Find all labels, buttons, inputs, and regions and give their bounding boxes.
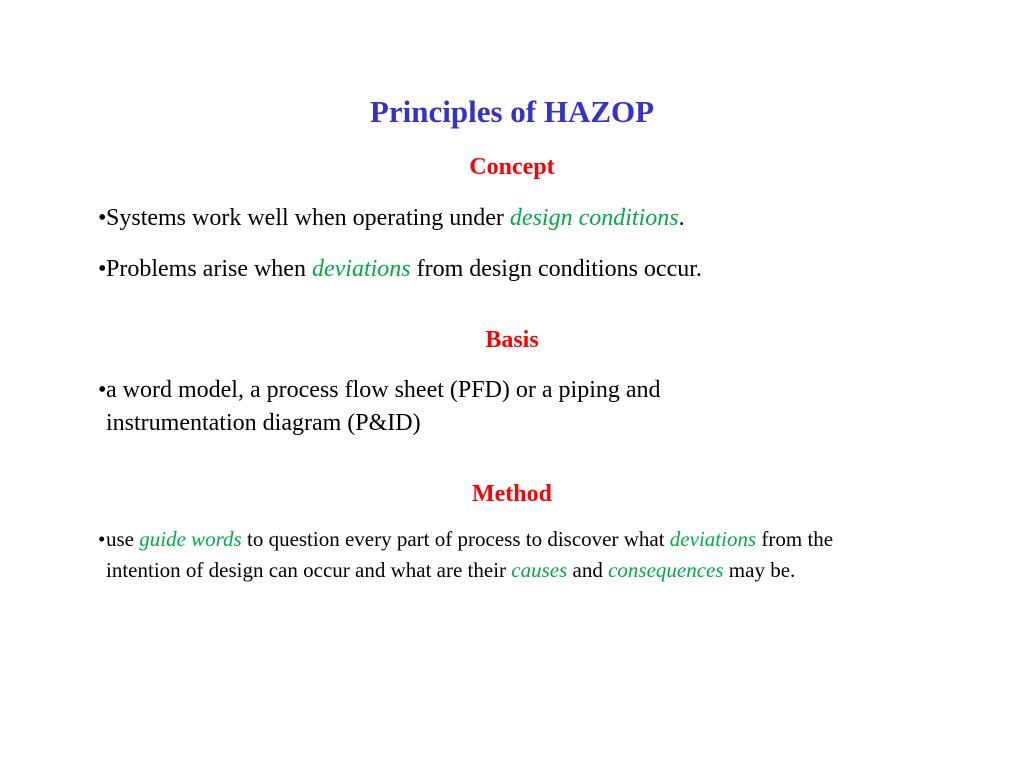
slide-title: Principles of HAZOP bbox=[369, 94, 655, 129]
bullet-text: a word model, a process flow sheet (PFD) or a piping and instrumentation diagram (P&ID) bbox=[106, 377, 661, 436]
text-segment: from design conditions occur. bbox=[410, 256, 702, 282]
emphasis-causes: causes bbox=[511, 558, 568, 582]
emphasis-deviations: deviations bbox=[669, 527, 757, 551]
bullet-text bbox=[98, 202, 958, 235]
emphasis-consequences: consequences bbox=[608, 558, 724, 582]
concept-bullet-1 bbox=[98, 202, 958, 235]
text-segment: and bbox=[567, 558, 609, 582]
text-segment: may be. bbox=[723, 558, 796, 582]
text-segment: Systems work well when operating under bbox=[106, 205, 510, 231]
section-heading-method: Method bbox=[472, 481, 552, 507]
text-segment: from the intention of design can occur and what are their bbox=[106, 527, 834, 582]
bullet-text bbox=[98, 253, 958, 286]
emphasis-deviations: deviations bbox=[311, 256, 411, 282]
text-segment: to question every part of process to discover what bbox=[241, 527, 670, 551]
bullet-text bbox=[98, 524, 906, 586]
basis-bullet-1 bbox=[98, 374, 958, 440]
section-heading-concept: Concept bbox=[469, 154, 555, 180]
section-heading-basis: Basis bbox=[485, 327, 539, 353]
bullet-dot: • bbox=[98, 205, 107, 231]
bullet-dot: • bbox=[98, 377, 107, 403]
bullet-dot: • bbox=[98, 527, 106, 551]
method-bullet-1 bbox=[98, 524, 958, 586]
text-segment: use bbox=[106, 527, 140, 551]
text-segment: . bbox=[678, 205, 685, 231]
concept-bullet-2 bbox=[98, 253, 958, 286]
emphasis-guide-words: guide words bbox=[139, 527, 242, 551]
bullet-dot: • bbox=[98, 256, 107, 282]
emphasis-design-conditions: design conditions bbox=[509, 205, 679, 231]
text-segment: Problems arise when bbox=[106, 256, 312, 282]
